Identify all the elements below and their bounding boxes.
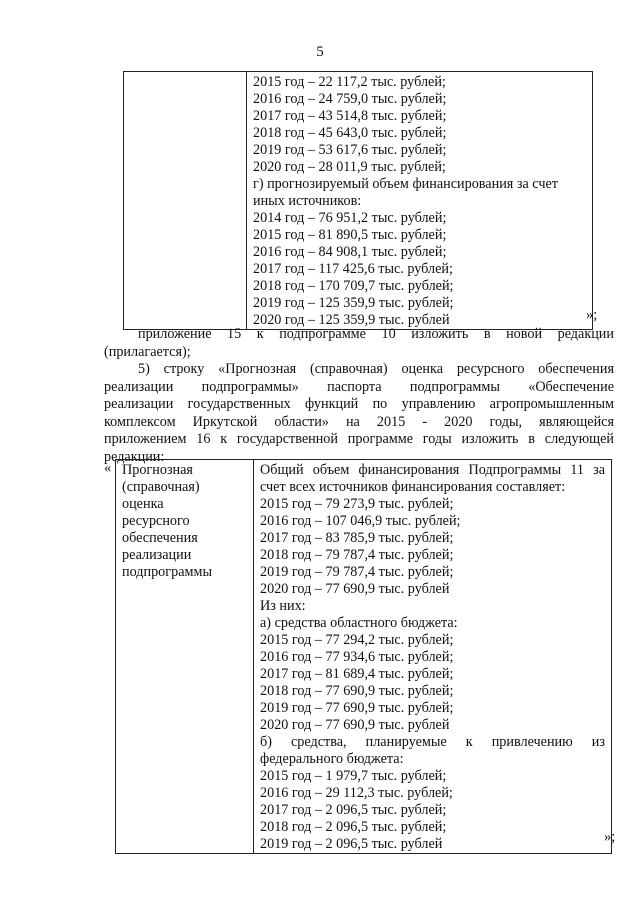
table2-line: 2017 год – 81 689,4 тыс. рублей; (260, 666, 454, 682)
table2-line: Из них: (260, 598, 306, 614)
table2-line: счет всех источников финансирования составляет: (260, 479, 566, 495)
paragraph-line: 5) строку «Прогнозная (справочная) оценка ресурсного обеспечения (138, 361, 614, 377)
table1-line: 2020 год – 125 359,9 тыс. рублей (253, 312, 450, 328)
table2-label-line: ресурсного (122, 513, 190, 529)
table2-line: 2018 год – 2 096,5 тыс. рублей; (260, 819, 447, 835)
table1-label-cell (124, 72, 247, 330)
table1-line: г) прогнозируемый объем финансирования за счет (253, 176, 558, 192)
funding-table-subprogram-11 (115, 459, 612, 854)
table2-line: 2017 год – 83 785,9 тыс. рублей; (260, 530, 454, 546)
table2-line: Общий объем финансирования Подпрограммы 11 за (260, 462, 605, 478)
table2-line: 2020 год – 77 690,9 тыс. рублей (260, 717, 450, 733)
table1-line: 2015 год – 81 890,5 тыс. рублей; (253, 227, 447, 243)
table2-value-cell (254, 460, 612, 854)
table1-line: 2016 год – 24 759,0 тыс. рублей; (253, 91, 447, 107)
table1-line: 2015 год – 22 117,2 тыс. рублей; (253, 74, 446, 90)
table2-line: 2019 год – 77 690,9 тыс. рублей; (260, 700, 454, 716)
table2-line: 2015 год – 77 294,2 тыс. рублей; (260, 632, 454, 648)
table2-label-line: Прогнозная (122, 462, 193, 478)
table2-line: б) средства, планируемые к привлечению из (260, 734, 605, 750)
table2-label-cell (116, 460, 254, 854)
table2-line: 2018 год – 77 690,9 тыс. рублей; (260, 683, 454, 699)
table2-line: 2016 год – 107 046,9 тыс. рублей; (260, 513, 461, 529)
closing-quote-mark: »; (586, 307, 598, 323)
table1-line: 2018 год – 45 643,0 тыс. рублей; (253, 125, 447, 141)
paragraph-line: (прилагается); (104, 343, 191, 360)
table2-line: 2016 год – 29 112,3 тыс. рублей; (260, 785, 453, 801)
table1-line: 2017 год – 117 425,6 тыс. рублей; (253, 261, 453, 277)
table1-line: 2019 год – 125 359,9 тыс. рублей; (253, 295, 454, 311)
table2-line: 2017 год – 2 096,5 тыс. рублей; (260, 802, 447, 818)
table1-line: 2016 год – 84 908,1 тыс. рублей; (253, 244, 447, 260)
table2-line: федерального бюджета: (260, 751, 404, 767)
table2-line: 2015 год – 1 979,7 тыс. рублей; (260, 768, 447, 784)
table2-label-line: оценка (122, 496, 164, 512)
paragraph-item-5 (104, 361, 614, 466)
table1-line: 2017 год – 43 514,8 тыс. рублей; (253, 108, 447, 124)
page-number: 5 (316, 44, 324, 60)
table2-label-line: (справочная) (122, 479, 200, 495)
table2-label-line: обеспечения (122, 530, 198, 546)
closing-quote-mark-2: »; (604, 829, 616, 845)
table1-line: 2014 год – 76 951,2 тыс. рублей; (253, 210, 447, 226)
paragraph-line: редакции: (104, 448, 165, 465)
table2-line: 2018 год – 79 787,4 тыс. рублей; (260, 547, 454, 563)
funding-table-continued (123, 71, 593, 330)
table2-line: 2016 год – 77 934,6 тыс. рублей; (260, 649, 454, 665)
table2-line: 2019 год – 2 096,5 тыс. рублей (260, 836, 443, 852)
table1-value-cell (247, 72, 593, 330)
table2-label-line: реализации (122, 547, 192, 563)
table1-line: 2020 год – 28 011,9 тыс. рублей; (253, 159, 446, 175)
table2-line: 2019 год – 79 787,4 тыс. рублей; (260, 564, 454, 580)
table1-line: 2018 год – 170 709,7 тыс. рублей; (253, 278, 454, 294)
paragraph-line: приложение 15 к подпрограмме 10 изложить в новой редакции (138, 326, 614, 342)
paragraph-line: реализации подпрограммы» паспорта подпрограммы «Обеспечение (104, 378, 614, 395)
table1-line: иных источников: (253, 193, 362, 209)
paragraph-line: реализации государственных функций по управлению агропромышленным (104, 396, 614, 412)
paragraph-line: комплексом Иркутской области» на 2015 - 2020 годы, являющейся (104, 413, 614, 430)
paragraph-appendix-15 (104, 326, 614, 361)
opening-quote-mark: « (104, 460, 112, 476)
table2-label-line: подпрограммы (122, 564, 212, 580)
table2-line: а) средства областного бюджета: (260, 615, 458, 631)
table2-line: 2015 год – 79 273,9 тыс. рублей; (260, 496, 454, 512)
table1-line: 2019 год – 53 617,6 тыс. рублей; (253, 142, 447, 158)
paragraph-line: приложением 16 к государственной программе годы изложить в следующей (104, 431, 614, 447)
table2-line: 2020 год – 77 690,9 тыс. рублей (260, 581, 450, 597)
